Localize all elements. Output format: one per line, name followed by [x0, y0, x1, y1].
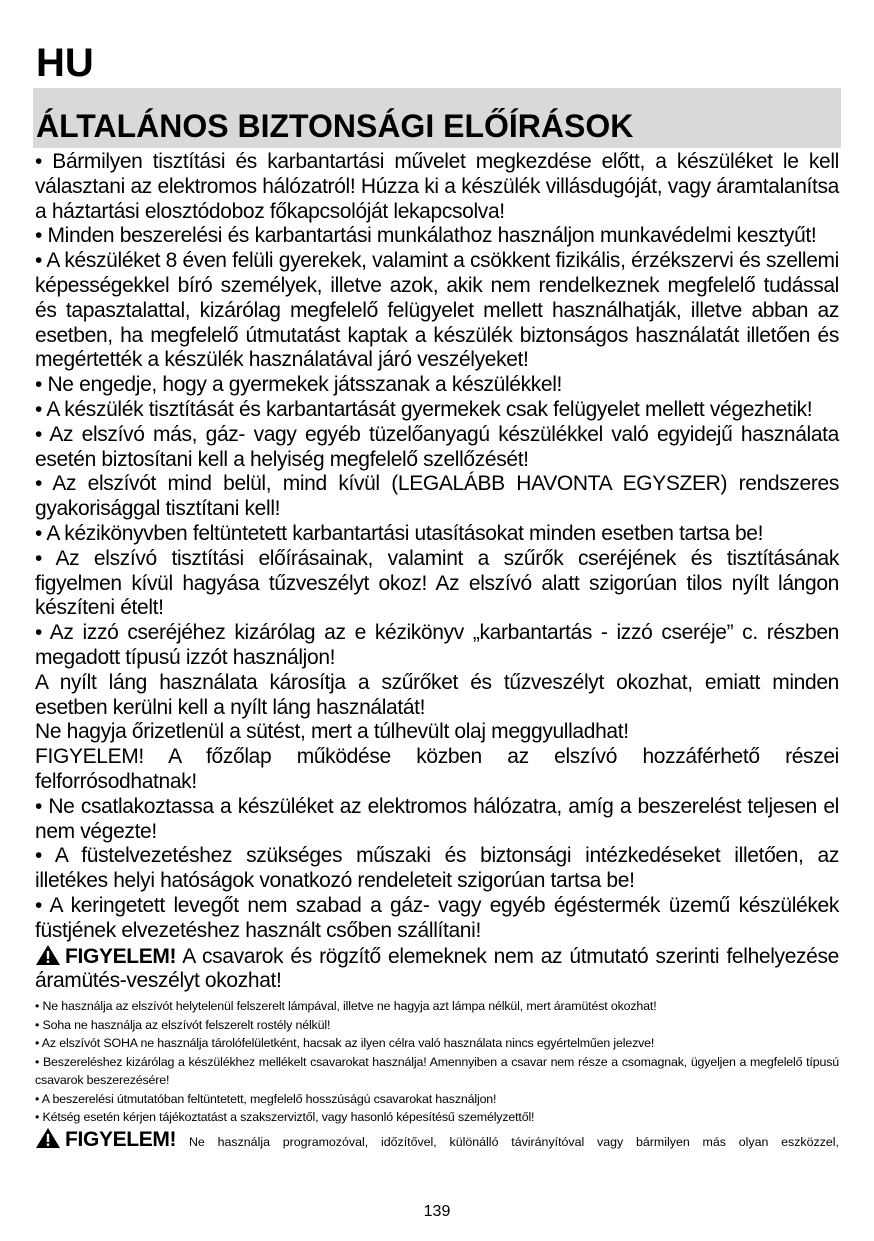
paragraph: • A készüléket 8 éven felüli gyerekek, valamint a csökkent fizikális, érzékszervi és szellemi képességekkel bíró személyek, illetve azok, akik nem rendelkeznek megfelelő tudással és tapasztalattal, kizárólag megfelelő felügyelet mellett használhatják, illetve abban az esetben, ha megfelelő útmutatást kaptak a készülék biztonságos használatát illetően és megértették a készülék használatával járó veszélyeket!	[35, 249, 839, 372]
document-body	[35, 150, 839, 1155]
paragraph: • Ne csatlakoztassa a készüléket az elektromos hálózatra, amíg a beszerelést teljesen el nem végezte!	[35, 794, 839, 843]
paragraph: • Az izzó cseréjéhez kizárólag az e kézikönyv „karbantartás - izzó cseréje” c. részben megadott típusú izzót használjon!	[35, 621, 839, 669]
language-code: HU	[36, 41, 94, 85]
small-list-item: • Ne használja az elszívót helytelenül felszerelt lámpával, illetve ne hagyja azt lámpa nélkül, mert áramütést okozhat!	[35, 999, 657, 1014]
small-list-item: • A beszerelési útmutatóban feltüntetett, megfelelő hosszúságú csavarokat használjon!	[35, 1091, 497, 1106]
paragraph: • Az elszívót mind belül, mind kívül (LEGALÁBB HAVONTA EGYSZER) rendszeres gyakorisággal tisztítani kell!	[35, 472, 839, 521]
paragraph: • Az elszívó más, gáz- vagy egyéb tüzelőanyagú készülékkel való egyidejű használata esetén biztosítani kell a helyiség megfelelő szellőzését!	[35, 422, 839, 471]
warning-triangle-icon	[35, 1127, 61, 1149]
page-number: 139	[423, 1203, 451, 1220]
paragraph: • Ne engedje, hogy a gyermekek játsszanak a készülékkel!	[35, 373, 563, 397]
paragraph: • A készülék tisztítását és karbantartását gyermekek csak felügyelet mellett végezhetik!	[35, 397, 813, 421]
small-list-item: • Soha ne használja az elszívót felszerelt rostély nélkül!	[35, 1017, 331, 1032]
paragraph: • A füstelvezetéshez szükséges műszaki és biztonsági intézkedéseket illetően, az illetékes helyi hatóságok vonatkozó rendeleteit szigorúan tartsa be!	[35, 844, 839, 893]
small-list-item: • Az elszívót SOHA ne használja tárolófelületként, hacsak az ilyen célra való használata nincs egyértelműen jelezve!	[35, 1036, 655, 1051]
paragraph: Ne hagyja őrizetlenül a sütést, mert a túlhevült olaj meggyulladhat!	[35, 720, 629, 744]
warning-label: FIGYELEM!	[65, 944, 177, 968]
paragraph: • Bármilyen tisztítási és karbantartási művelet megkezdése előtt, a készüléket le kell választani az elektromos hálózatról! Húzza ki a készülék villásdugóját, vagy áramtalanítsa a háztartási elosztódoboz főkapcsolóját lekapcsolva!	[35, 150, 839, 223]
paragraph: • A kézikönyvben feltüntetett karbantartási utasításokat minden esetben tartsa be!	[35, 521, 764, 545]
paragraph: • Az elszívó tisztítási előírásainak, valamint a szűrők cseréjének és tisztításának figyelmen kívül hagyása tűzveszélyt okoz! Az elszívó alatt szigorúan tilos nyílt lángon készíteni ételt!	[35, 546, 839, 620]
paragraph: FIGYELEM! A főzőlap működése közben az elszívó hozzáférhető részei felforrósodhatnak!	[35, 745, 839, 793]
warning-text: Ne használja programozóval, időzítővel, különálló távirányítóval vagy bármilyen más olyan eszközzel,	[176, 1134, 839, 1149]
paragraph: • A keringetett levegőt nem szabad a gáz- vagy egyéb égéstermék üzemű készülékek füstjének elvezetéshez használt csőben szállítani!	[35, 893, 839, 942]
warning-text: A csavarok és rögzítő elemeknek nem az útmutató szerinti felhelyezése áramütés-veszélyt okozhat!	[35, 944, 839, 993]
paragraph: A nyílt láng használata károsítja a szűrőket és tűzveszélyt okozhat, emiatt minden esetben kerülni kell a nyílt láng használatát!	[35, 670, 839, 719]
warning-programmer	[35, 1127, 839, 1155]
small-list-item: • Beszereléshez kizárólag a készülékhez mellékelt csavarokat használja! Amennyiben a csavar nem része a csomagnak, ügyeljen a megfelelő típusú csavarok beszerezésére!	[35, 1054, 839, 1088]
warning-triangle-icon	[35, 944, 61, 966]
warning-screws	[35, 944, 839, 995]
small-list-item: • Kétség esetén kérjen tájékoztatást a szakszerviztől, vagy hasonló képesítésű személyzettől!	[35, 1110, 535, 1125]
section-title: ÁLTALÁNOS BIZTONSÁGI ELŐÍRÁSOK	[36, 108, 634, 144]
warning-label: FIGYELEM!	[65, 1127, 177, 1151]
paragraph: • Minden beszerelési és karbantartási munkálathoz használjon munkavédelmi kesztyűt!	[35, 224, 817, 248]
